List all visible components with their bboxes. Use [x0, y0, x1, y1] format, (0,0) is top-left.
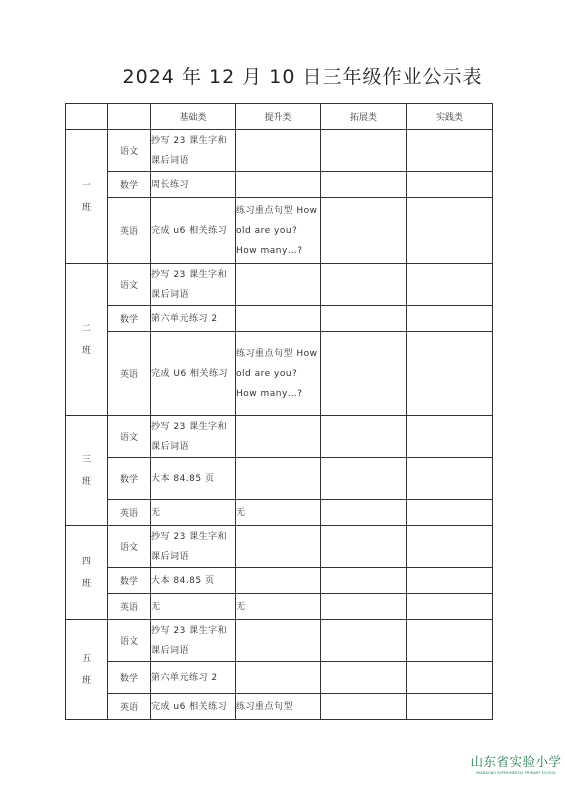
improve-cell	[236, 130, 321, 172]
basic-cell: 抄写 23 课生字和课后词语	[151, 620, 236, 662]
basic-cell: 大本 84.85 页	[151, 458, 236, 500]
school-logo	[470, 752, 562, 775]
school-logo-chinese: 山东省实验小学	[470, 754, 562, 769]
extend-cell	[321, 620, 407, 662]
practice-cell	[407, 130, 493, 172]
subject-cell: 英语	[108, 198, 151, 264]
basic-cell: 抄写 23 课生字和课后词语	[151, 264, 236, 306]
subject-cell: 语文	[108, 130, 151, 172]
header-class	[66, 104, 108, 130]
improve-cell	[236, 416, 321, 458]
table-row	[66, 662, 493, 694]
extend-cell	[321, 198, 407, 264]
header-subject	[108, 104, 151, 130]
extend-cell	[321, 458, 407, 500]
practice-cell	[407, 458, 493, 500]
class-label-4: 四 班	[66, 526, 108, 620]
improve-cell	[236, 306, 321, 332]
table-row	[66, 526, 493, 568]
practice-cell	[407, 172, 493, 198]
table-row	[66, 458, 493, 500]
improve-cell: 练习重点句型	[236, 694, 321, 720]
practice-cell	[407, 500, 493, 526]
basic-cell: 抄写 23 课生字和课后词语	[151, 526, 236, 568]
practice-cell	[407, 620, 493, 662]
table-row	[66, 620, 493, 662]
subject-cell: 英语	[108, 694, 151, 720]
header-basic: 基础类	[151, 104, 236, 130]
subject-cell: 数学	[108, 172, 151, 198]
basic-cell: 第六单元练习 2	[151, 662, 236, 694]
extend-cell	[321, 332, 407, 416]
improve-cell	[236, 172, 321, 198]
school-logo-english: SHANDONG EXPERIMENTAL PRIMARY SCHOOL	[475, 771, 557, 775]
improve-cell	[236, 526, 321, 568]
table-row	[66, 306, 493, 332]
subject-cell: 语文	[108, 620, 151, 662]
class-label-1: 一 班	[66, 130, 108, 264]
subject-cell: 语文	[108, 264, 151, 306]
basic-cell: 完成 u6 相关练习	[151, 694, 236, 720]
subject-cell: 英语	[108, 594, 151, 620]
subject-cell: 语文	[108, 526, 151, 568]
class-label-2: 二 班	[66, 264, 108, 416]
improve-cell: 无	[236, 594, 321, 620]
table-row	[66, 416, 493, 458]
practice-cell	[407, 594, 493, 620]
extend-cell	[321, 416, 407, 458]
practice-cell	[407, 416, 493, 458]
improve-cell	[236, 662, 321, 694]
extend-cell	[321, 526, 407, 568]
table-row	[66, 694, 493, 720]
subject-cell: 数学	[108, 458, 151, 500]
table-row	[66, 594, 493, 620]
class-label-5: 五 班	[66, 620, 108, 720]
basic-cell: 完成 u6 相关练习	[151, 198, 236, 264]
extend-cell	[321, 130, 407, 172]
basic-cell: 无	[151, 594, 236, 620]
table-row	[66, 568, 493, 594]
subject-cell: 数学	[108, 662, 151, 694]
practice-cell	[407, 264, 493, 306]
extend-cell	[321, 662, 407, 694]
basic-cell: 第六单元练习 2	[151, 306, 236, 332]
practice-cell	[407, 568, 493, 594]
subject-cell: 数学	[108, 568, 151, 594]
improve-cell	[236, 264, 321, 306]
table-row	[66, 332, 493, 416]
practice-cell	[407, 662, 493, 694]
table-row	[66, 172, 493, 198]
subject-cell: 语文	[108, 416, 151, 458]
basic-cell: 抄写 23 课生字和课后词语	[151, 416, 236, 458]
extend-cell	[321, 568, 407, 594]
extend-cell	[321, 694, 407, 720]
improve-cell: 无	[236, 500, 321, 526]
extend-cell	[321, 172, 407, 198]
table-row	[66, 198, 493, 264]
improve-cell: 练习重点句型 How old are you? How many…?	[236, 198, 321, 264]
extend-cell	[321, 264, 407, 306]
practice-cell	[407, 332, 493, 416]
subject-cell: 数学	[108, 306, 151, 332]
practice-cell	[407, 526, 493, 568]
header-practice: 实践类	[407, 104, 493, 130]
extend-cell	[321, 500, 407, 526]
page-title: 2024 年 12 月 10 日三年级作业公示表	[122, 66, 483, 88]
extend-cell	[321, 594, 407, 620]
practice-cell	[407, 694, 493, 720]
basic-cell: 抄写 23 课生字和课后词语	[151, 130, 236, 172]
subject-cell: 英语	[108, 500, 151, 526]
basic-cell: 周长练习	[151, 172, 236, 198]
table-row	[66, 500, 493, 526]
homework-table	[65, 103, 493, 720]
improve-cell: 练习重点句型 How old are you? How many…?	[236, 332, 321, 416]
table-header-row	[66, 104, 493, 130]
header-improve: 提升类	[236, 104, 321, 130]
class-label-3: 三 班	[66, 416, 108, 526]
basic-cell: 大本 84.85 页	[151, 568, 236, 594]
improve-cell	[236, 458, 321, 500]
practice-cell	[407, 306, 493, 332]
subject-cell: 英语	[108, 332, 151, 416]
table-row	[66, 130, 493, 172]
basic-cell: 完成 U6 相关练习	[151, 332, 236, 416]
extend-cell	[321, 306, 407, 332]
table-row	[66, 264, 493, 306]
improve-cell	[236, 620, 321, 662]
header-extend: 拓展类	[321, 104, 407, 130]
practice-cell	[407, 198, 493, 264]
improve-cell	[236, 568, 321, 594]
basic-cell: 无	[151, 500, 236, 526]
